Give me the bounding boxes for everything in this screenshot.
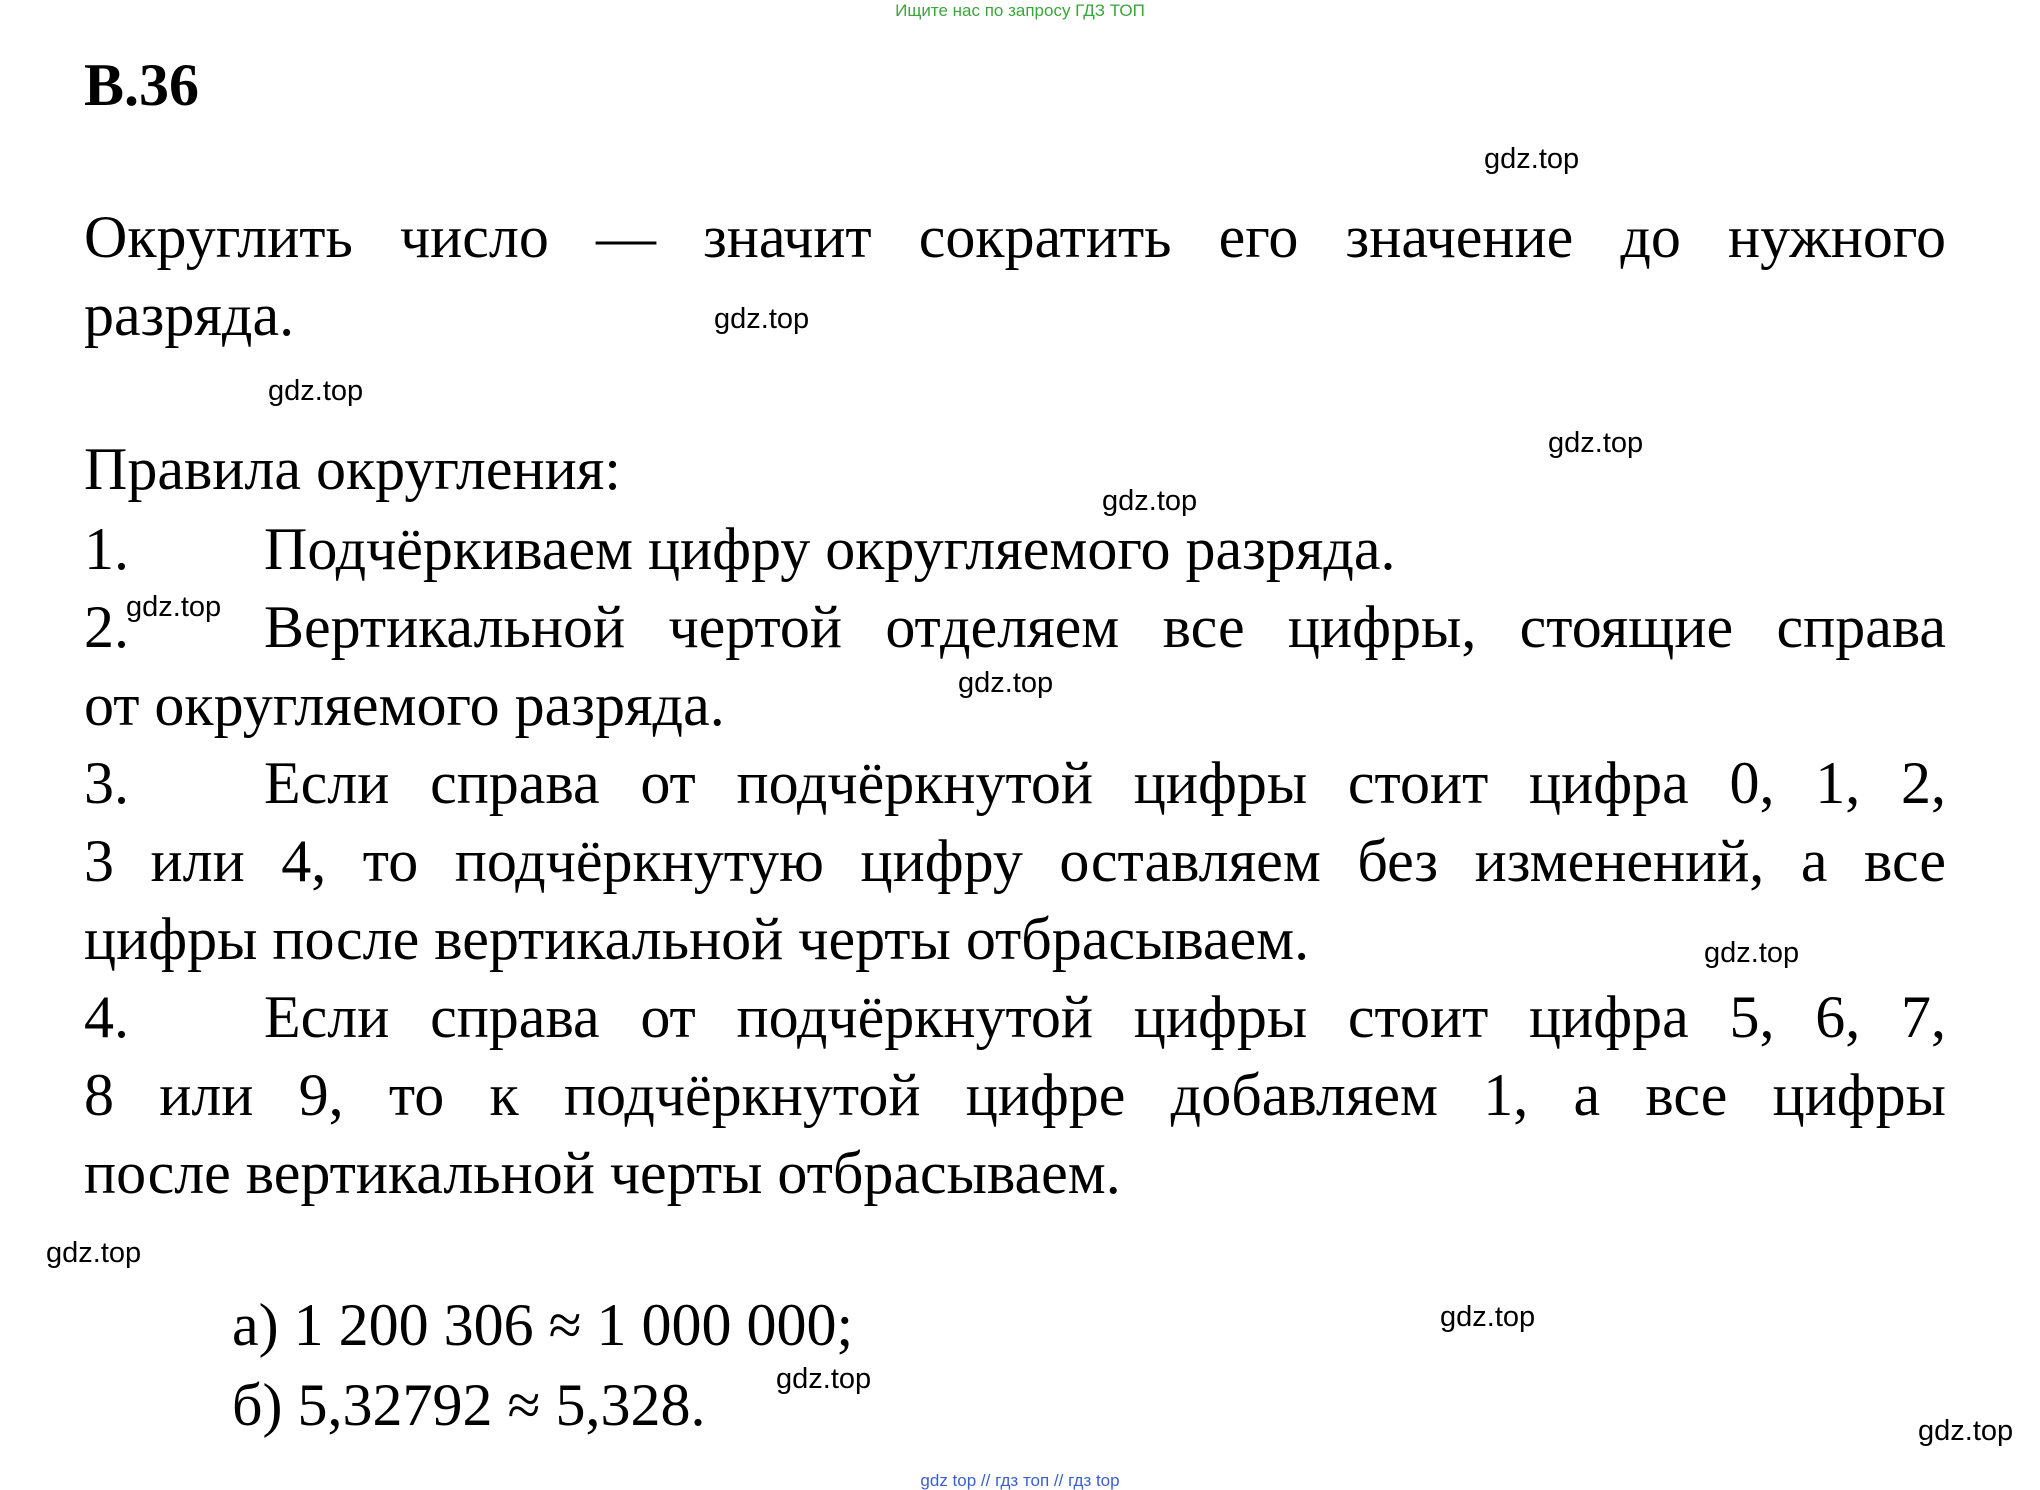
footer-links: gdz top // гдз топ // гдз top [920,1471,1120,1490]
rule-3-line-1 [84,744,1946,822]
watermark: gdz.top [1102,485,1198,517]
rule-3-line-3: цифры после вертикальной черты отбрасываем. [84,906,1310,972]
rule-1-line-1 [84,510,1946,588]
watermark: gdz.top [1548,427,1644,459]
rule-4-line-2: 8 или 9, то к подчёркнутой цифре добавляем 1, а все цифры [84,1062,1946,1128]
rule-3-number: 3. [84,750,129,816]
rule-2-line-2: от округляемого разряда. [84,672,725,738]
rule-1-text: Подчёркиваем цифру округляемого разряда. [264,516,1396,582]
watermark: gdz.top [1440,1301,1536,1333]
rule-4-text-1: Если справа от подчёркнутой цифры стоит цифра 5, 6, 7, [264,984,1946,1050]
rule-4-number: 4. [84,984,129,1050]
definition-line-1: Округлить число — значит сократить его значение до нужного [84,204,1946,270]
watermark: gdz.top [1918,1415,2014,1447]
rule-3-text-1: Если справа от подчёркнутой цифры стоит цифра 0, 1, 2, [264,750,1946,816]
rule-2-number: 2. [84,594,129,660]
rules-title: Правила округления: [84,436,621,502]
answer-b: б) 5,32792 ≈ 5,328. [232,1372,706,1438]
watermark: gdz.top [776,1363,872,1395]
watermark: gdz.top [126,591,222,623]
watermark: gdz.top [958,667,1054,699]
rule-4-line-3: после вертикальной черты отбрасываем. [84,1140,1121,1206]
definition-line-2: разряда. [84,282,295,348]
watermark: gdz.top [714,303,810,335]
watermark: gdz.top [268,375,364,407]
answer-a: а) 1 200 306 ≈ 1 000 000; [232,1292,854,1358]
watermark: gdz.top [46,1237,142,1269]
task-heading: В.36 [84,52,200,118]
rule-2-line-1 [84,588,1946,666]
rule-4-line-1 [84,978,1946,1056]
rule-3-line-2: 3 или 4, то подчёркнутую цифру оставляем без изменений, а все [84,828,1946,894]
rule-1-number: 1. [84,516,129,582]
watermark: gdz.top [1484,143,1580,175]
top-banner: Ищите нас по запросу ГДЗ ТОП [895,1,1145,20]
rule-2-text-1: Вертикальной чертой отделяем все цифры, стоящие справа [264,594,1946,660]
watermark: gdz.top [1704,937,1800,969]
